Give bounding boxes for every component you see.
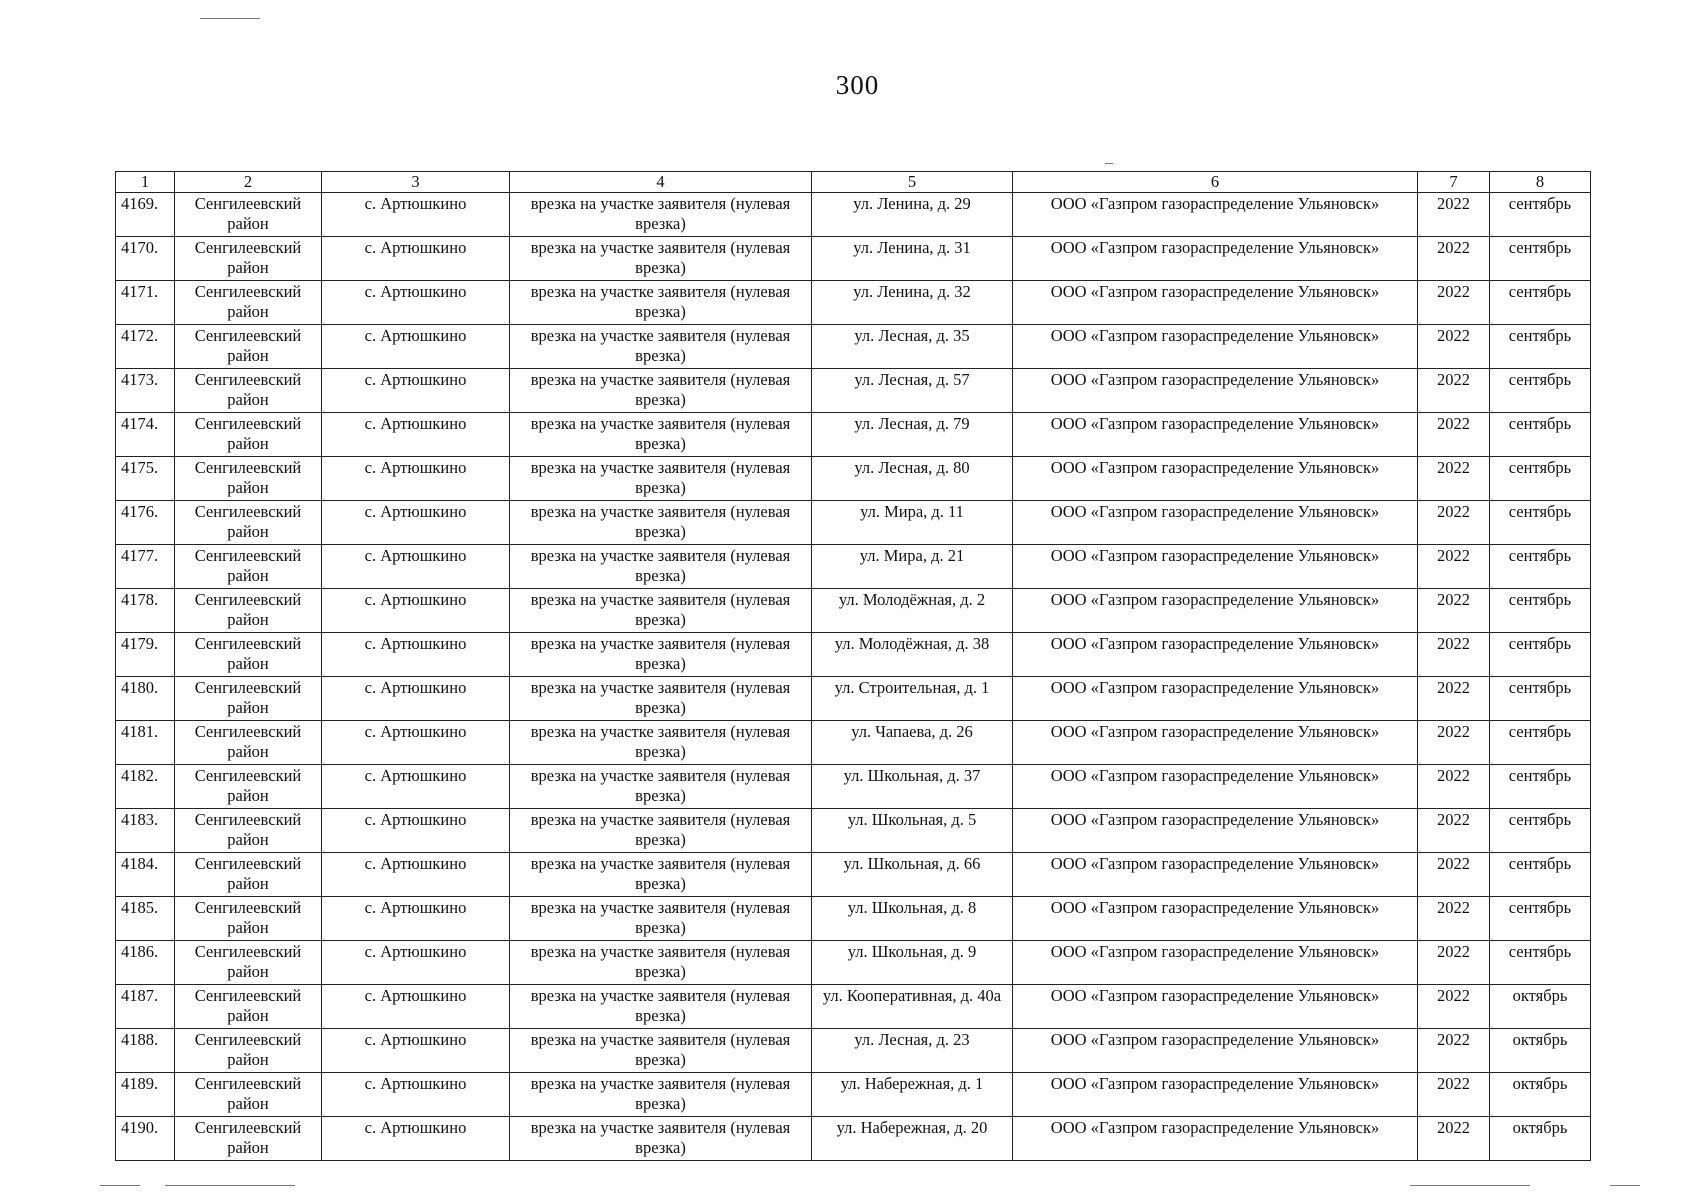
work-type-cell: врезка на участке заявителя (нулевая врезка) xyxy=(510,369,812,413)
work-type-cell: врезка на участке заявителя (нулевая врезка) xyxy=(510,589,812,633)
address-cell: ул. Лесная, д. 23 xyxy=(812,1029,1013,1073)
settlement-cell: с. Артюшкино xyxy=(322,369,510,413)
row-number-cell: 4180. xyxy=(116,677,175,721)
table-row xyxy=(116,633,1591,677)
work-type-cell: врезка на участке заявителя (нулевая врезка) xyxy=(510,193,812,237)
organization-cell: ООО «Газпром газораспределение Ульяновск» xyxy=(1013,809,1418,853)
district-cell: Сенгилеевский район xyxy=(175,457,322,501)
address-cell: ул. Школьная, д. 8 xyxy=(812,897,1013,941)
address-cell: ул. Лесная, д. 79 xyxy=(812,413,1013,457)
row-number-cell: 4181. xyxy=(116,721,175,765)
year-cell: 2022 xyxy=(1418,1117,1490,1161)
row-number-cell: 4188. xyxy=(116,1029,175,1073)
column-header: 6 xyxy=(1013,172,1418,193)
row-number-cell: 4170. xyxy=(116,237,175,281)
work-type-cell: врезка на участке заявителя (нулевая врезка) xyxy=(510,1029,812,1073)
table-row xyxy=(116,897,1591,941)
organization-cell: ООО «Газпром газораспределение Ульяновск» xyxy=(1013,501,1418,545)
year-cell: 2022 xyxy=(1418,677,1490,721)
month-cell: сентябрь xyxy=(1490,633,1591,677)
address-cell: ул. Чапаева, д. 26 xyxy=(812,721,1013,765)
table-row xyxy=(116,1073,1591,1117)
row-number-cell: 4178. xyxy=(116,589,175,633)
work-type-cell: врезка на участке заявителя (нулевая врезка) xyxy=(510,413,812,457)
work-type-cell: врезка на участке заявителя (нулевая врезка) xyxy=(510,809,812,853)
table-row xyxy=(116,237,1591,281)
table-row xyxy=(116,193,1591,237)
address-cell: ул. Мира, д. 21 xyxy=(812,545,1013,589)
work-type-cell: врезка на участке заявителя (нулевая врезка) xyxy=(510,545,812,589)
row-number-cell: 4169. xyxy=(116,193,175,237)
settlement-cell: с. Артюшкино xyxy=(322,1117,510,1161)
address-cell: ул. Ленина, д. 29 xyxy=(812,193,1013,237)
work-type-cell: врезка на участке заявителя (нулевая врезка) xyxy=(510,1117,812,1161)
organization-cell: ООО «Газпром газораспределение Ульяновск» xyxy=(1013,325,1418,369)
address-cell: ул. Ленина, д. 31 xyxy=(812,237,1013,281)
table-row xyxy=(116,1117,1591,1161)
year-cell: 2022 xyxy=(1418,853,1490,897)
month-cell: октябрь xyxy=(1490,1029,1591,1073)
organization-cell: ООО «Газпром газораспределение Ульяновск» xyxy=(1013,1029,1418,1073)
address-cell: ул. Лесная, д. 80 xyxy=(812,457,1013,501)
settlement-cell: с. Артюшкино xyxy=(322,193,510,237)
month-cell: сентябрь xyxy=(1490,677,1591,721)
month-cell: сентябрь xyxy=(1490,193,1591,237)
settlement-cell: с. Артюшкино xyxy=(322,413,510,457)
settlement-cell: с. Артюшкино xyxy=(322,237,510,281)
column-header: 1 xyxy=(116,172,175,193)
settlement-cell: с. Артюшкино xyxy=(322,545,510,589)
district-cell: Сенгилеевский район xyxy=(175,413,322,457)
table-body xyxy=(116,193,1591,1161)
column-header: 2 xyxy=(175,172,322,193)
organization-cell: ООО «Газпром газораспределение Ульяновск» xyxy=(1013,765,1418,809)
month-cell: сентябрь xyxy=(1490,325,1591,369)
district-cell: Сенгилеевский район xyxy=(175,677,322,721)
work-type-cell: врезка на участке заявителя (нулевая врезка) xyxy=(510,633,812,677)
table-row xyxy=(116,325,1591,369)
organization-cell: ООО «Газпром газораспределение Ульяновск» xyxy=(1013,1073,1418,1117)
month-cell: октябрь xyxy=(1490,985,1591,1029)
year-cell: 2022 xyxy=(1418,941,1490,985)
settlement-cell: с. Артюшкино xyxy=(322,1029,510,1073)
table-row xyxy=(116,413,1591,457)
settlement-cell: с. Артюшкино xyxy=(322,633,510,677)
district-cell: Сенгилеевский район xyxy=(175,325,322,369)
organization-cell: ООО «Газпром газораспределение Ульяновск» xyxy=(1013,677,1418,721)
work-type-cell: врезка на участке заявителя (нулевая врезка) xyxy=(510,721,812,765)
page-number: 300 xyxy=(835,70,880,100)
table-row xyxy=(116,721,1591,765)
year-cell: 2022 xyxy=(1418,809,1490,853)
address-cell: ул. Школьная, д. 37 xyxy=(812,765,1013,809)
settlement-cell: с. Артюшкино xyxy=(322,853,510,897)
organization-cell: ООО «Газпром газораспределение Ульяновск» xyxy=(1013,853,1418,897)
row-number-cell: 4189. xyxy=(116,1073,175,1117)
scan-speck xyxy=(1105,163,1113,164)
district-cell: Сенгилеевский район xyxy=(175,589,322,633)
work-type-cell: врезка на участке заявителя (нулевая врезка) xyxy=(510,457,812,501)
work-type-cell: врезка на участке заявителя (нулевая врезка) xyxy=(510,1073,812,1117)
month-cell: сентябрь xyxy=(1490,941,1591,985)
row-number-cell: 4187. xyxy=(116,985,175,1029)
table-row xyxy=(116,853,1591,897)
table-row xyxy=(116,677,1591,721)
row-number-cell: 4179. xyxy=(116,633,175,677)
address-cell: ул. Школьная, д. 9 xyxy=(812,941,1013,985)
table-row xyxy=(116,545,1591,589)
gas-connection-schedule-table xyxy=(115,171,1591,1161)
settlement-cell: с. Артюшкино xyxy=(322,721,510,765)
settlement-cell: с. Артюшкино xyxy=(322,1073,510,1117)
organization-cell: ООО «Газпром газораспределение Ульяновск» xyxy=(1013,941,1418,985)
organization-cell: ООО «Газпром газораспределение Ульяновск» xyxy=(1013,413,1418,457)
year-cell: 2022 xyxy=(1418,1073,1490,1117)
column-header: 4 xyxy=(510,172,812,193)
settlement-cell: с. Артюшкино xyxy=(322,589,510,633)
settlement-cell: с. Артюшкино xyxy=(322,501,510,545)
settlement-cell: с. Артюшкино xyxy=(322,765,510,809)
settlement-cell: с. Артюшкино xyxy=(322,941,510,985)
district-cell: Сенгилеевский район xyxy=(175,237,322,281)
settlement-cell: с. Артюшкино xyxy=(322,897,510,941)
row-number-cell: 4173. xyxy=(116,369,175,413)
month-cell: сентябрь xyxy=(1490,853,1591,897)
row-number-cell: 4171. xyxy=(116,281,175,325)
district-cell: Сенгилеевский район xyxy=(175,1117,322,1161)
district-cell: Сенгилеевский район xyxy=(175,545,322,589)
month-cell: сентябрь xyxy=(1490,413,1591,457)
work-type-cell: врезка на участке заявителя (нулевая врезка) xyxy=(510,501,812,545)
year-cell: 2022 xyxy=(1418,897,1490,941)
year-cell: 2022 xyxy=(1418,413,1490,457)
district-cell: Сенгилеевский район xyxy=(175,501,322,545)
settlement-cell: с. Артюшкино xyxy=(322,985,510,1029)
column-header: 5 xyxy=(812,172,1013,193)
organization-cell: ООО «Газпром газораспределение Ульяновск» xyxy=(1013,545,1418,589)
column-header: 7 xyxy=(1418,172,1490,193)
scan-speck xyxy=(165,1185,295,1186)
district-cell: Сенгилеевский район xyxy=(175,1029,322,1073)
month-cell: октябрь xyxy=(1490,1117,1591,1161)
address-cell: ул. Лесная, д. 35 xyxy=(812,325,1013,369)
work-type-cell: врезка на участке заявителя (нулевая врезка) xyxy=(510,941,812,985)
year-cell: 2022 xyxy=(1418,633,1490,677)
year-cell: 2022 xyxy=(1418,281,1490,325)
row-number-cell: 4176. xyxy=(116,501,175,545)
district-cell: Сенгилеевский район xyxy=(175,941,322,985)
address-cell: ул. Молодёжная, д. 2 xyxy=(812,589,1013,633)
row-number-cell: 4174. xyxy=(116,413,175,457)
row-number-cell: 4177. xyxy=(116,545,175,589)
organization-cell: ООО «Газпром газораспределение Ульяновск» xyxy=(1013,457,1418,501)
work-type-cell: врезка на участке заявителя (нулевая врезка) xyxy=(510,897,812,941)
year-cell: 2022 xyxy=(1418,457,1490,501)
table-row xyxy=(116,369,1591,413)
address-cell: ул. Кооперативная, д. 40а xyxy=(812,985,1013,1029)
year-cell: 2022 xyxy=(1418,501,1490,545)
year-cell: 2022 xyxy=(1418,765,1490,809)
column-header: 8 xyxy=(1490,172,1591,193)
scan-speck xyxy=(200,18,260,19)
year-cell: 2022 xyxy=(1418,1029,1490,1073)
district-cell: Сенгилеевский район xyxy=(175,1073,322,1117)
organization-cell: ООО «Газпром газораспределение Ульяновск» xyxy=(1013,985,1418,1029)
district-cell: Сенгилеевский район xyxy=(175,633,322,677)
settlement-cell: с. Артюшкино xyxy=(322,677,510,721)
settlement-cell: с. Артюшкино xyxy=(322,457,510,501)
row-number-cell: 4185. xyxy=(116,897,175,941)
year-cell: 2022 xyxy=(1418,193,1490,237)
month-cell: октябрь xyxy=(1490,1073,1591,1117)
organization-cell: ООО «Газпром газораспределение Ульяновск» xyxy=(1013,589,1418,633)
month-cell: сентябрь xyxy=(1490,809,1591,853)
year-cell: 2022 xyxy=(1418,985,1490,1029)
work-type-cell: врезка на участке заявителя (нулевая врезка) xyxy=(510,281,812,325)
scan-speck xyxy=(1410,1185,1530,1186)
address-cell: ул. Школьная, д. 5 xyxy=(812,809,1013,853)
settlement-cell: с. Артюшкино xyxy=(322,281,510,325)
district-cell: Сенгилеевский район xyxy=(175,897,322,941)
settlement-cell: с. Артюшкино xyxy=(322,809,510,853)
address-cell: ул. Лесная, д. 57 xyxy=(812,369,1013,413)
year-cell: 2022 xyxy=(1418,325,1490,369)
row-number-cell: 4183. xyxy=(116,809,175,853)
table-row xyxy=(116,457,1591,501)
year-cell: 2022 xyxy=(1418,589,1490,633)
year-cell: 2022 xyxy=(1418,721,1490,765)
work-type-cell: врезка на участке заявителя (нулевая врезка) xyxy=(510,985,812,1029)
work-type-cell: врезка на участке заявителя (нулевая врезка) xyxy=(510,677,812,721)
address-cell: ул. Набережная, д. 1 xyxy=(812,1073,1013,1117)
year-cell: 2022 xyxy=(1418,237,1490,281)
table-row xyxy=(116,501,1591,545)
organization-cell: ООО «Газпром газораспределение Ульяновск» xyxy=(1013,1117,1418,1161)
address-cell: ул. Мира, д. 11 xyxy=(812,501,1013,545)
address-cell: ул. Школьная, д. 66 xyxy=(812,853,1013,897)
column-number-header-row xyxy=(116,172,1591,193)
month-cell: сентябрь xyxy=(1490,281,1591,325)
column-header: 3 xyxy=(322,172,510,193)
address-cell: ул. Набережная, д. 20 xyxy=(812,1117,1013,1161)
year-cell: 2022 xyxy=(1418,369,1490,413)
scan-speck xyxy=(1610,1185,1640,1186)
month-cell: сентябрь xyxy=(1490,237,1591,281)
month-cell: сентябрь xyxy=(1490,369,1591,413)
work-type-cell: врезка на участке заявителя (нулевая врезка) xyxy=(510,853,812,897)
table-row xyxy=(116,765,1591,809)
row-number-cell: 4172. xyxy=(116,325,175,369)
organization-cell: ООО «Газпром газораспределение Ульяновск» xyxy=(1013,369,1418,413)
table-row xyxy=(116,281,1591,325)
district-cell: Сенгилеевский район xyxy=(175,853,322,897)
row-number-cell: 4175. xyxy=(116,457,175,501)
organization-cell: ООО «Газпром газораспределение Ульяновск» xyxy=(1013,281,1418,325)
district-cell: Сенгилеевский район xyxy=(175,369,322,413)
table-row xyxy=(116,589,1591,633)
settlement-cell: с. Артюшкино xyxy=(322,325,510,369)
work-type-cell: врезка на участке заявителя (нулевая врезка) xyxy=(510,325,812,369)
district-cell: Сенгилеевский район xyxy=(175,765,322,809)
district-cell: Сенгилеевский район xyxy=(175,193,322,237)
table-row xyxy=(116,985,1591,1029)
month-cell: сентябрь xyxy=(1490,897,1591,941)
row-number-cell: 4186. xyxy=(116,941,175,985)
address-cell: ул. Ленина, д. 32 xyxy=(812,281,1013,325)
work-type-cell: врезка на участке заявителя (нулевая врезка) xyxy=(510,237,812,281)
table-row xyxy=(116,809,1591,853)
month-cell: сентябрь xyxy=(1490,457,1591,501)
row-number-cell: 4184. xyxy=(116,853,175,897)
organization-cell: ООО «Газпром газораспределение Ульяновск» xyxy=(1013,633,1418,677)
district-cell: Сенгилеевский район xyxy=(175,281,322,325)
month-cell: сентябрь xyxy=(1490,765,1591,809)
work-type-cell: врезка на участке заявителя (нулевая врезка) xyxy=(510,765,812,809)
row-number-cell: 4190. xyxy=(116,1117,175,1161)
district-cell: Сенгилеевский район xyxy=(175,721,322,765)
district-cell: Сенгилеевский район xyxy=(175,809,322,853)
year-cell: 2022 xyxy=(1418,545,1490,589)
month-cell: сентябрь xyxy=(1490,721,1591,765)
month-cell: сентябрь xyxy=(1490,545,1591,589)
district-cell: Сенгилеевский район xyxy=(175,985,322,1029)
organization-cell: ООО «Газпром газораспределение Ульяновск» xyxy=(1013,897,1418,941)
month-cell: сентябрь xyxy=(1490,589,1591,633)
month-cell: сентябрь xyxy=(1490,501,1591,545)
scan-speck xyxy=(100,1185,140,1186)
row-number-cell: 4182. xyxy=(116,765,175,809)
organization-cell: ООО «Газпром газораспределение Ульяновск» xyxy=(1013,237,1418,281)
organization-cell: ООО «Газпром газораспределение Ульяновск» xyxy=(1013,721,1418,765)
address-cell: ул. Строительная, д. 1 xyxy=(812,677,1013,721)
table-row xyxy=(116,1029,1591,1073)
address-cell: ул. Молодёжная, д. 38 xyxy=(812,633,1013,677)
table-row xyxy=(116,941,1591,985)
organization-cell: ООО «Газпром газораспределение Ульяновск» xyxy=(1013,193,1418,237)
